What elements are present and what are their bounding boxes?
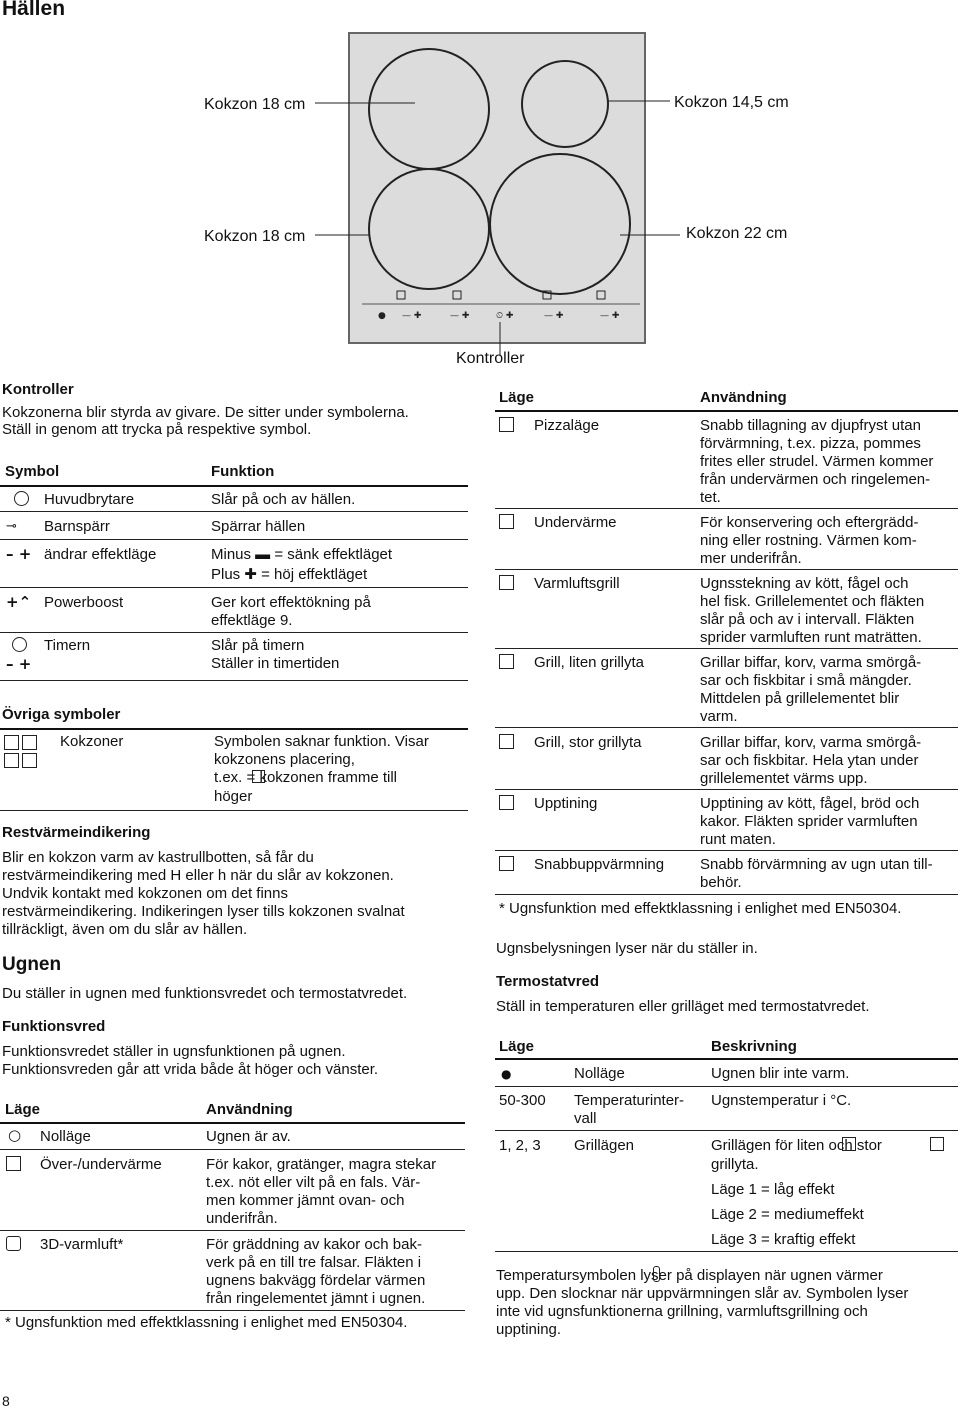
row-label: Nolläge xyxy=(574,1065,625,1082)
svg-text:— ✚: — ✚ xyxy=(402,311,422,321)
row-func: Spärrar hällen xyxy=(211,518,306,535)
ovriga-func: kokzonens placering, xyxy=(214,751,355,768)
row-text: verk på en till tre falsar. Fläkten i xyxy=(206,1254,422,1271)
fast-preheat-icon xyxy=(499,856,514,871)
row-label: ändrar effektläge xyxy=(44,546,157,563)
row-desc: Läge 1 = låg effekt xyxy=(711,1181,835,1198)
row-text: från undervärmen och ringelemen- xyxy=(700,471,931,488)
row-text: ugnens bakvägg fördelar värmen xyxy=(206,1272,426,1289)
termostat-outro: Temperatursymbolen lyser på displayen när ugnen värmer xyxy=(496,1267,883,1284)
row-label: vall xyxy=(574,1110,597,1127)
divider xyxy=(495,727,958,728)
zone-label-4: Kokzon 22 cm xyxy=(686,225,788,242)
funktionsvred-text: Funktionsvreden går att vrida både åt höger och vänster. xyxy=(2,1061,379,1078)
divider xyxy=(0,1122,465,1124)
zone-icon xyxy=(22,753,37,768)
large-grill-icon xyxy=(499,734,514,749)
restvarme-heading: Restvärmeindikering xyxy=(2,824,151,841)
row-text: runt maten. xyxy=(700,831,776,848)
row-text: varm. xyxy=(700,708,738,725)
row-text: slår på och av i intervall. Fläkten xyxy=(700,611,915,628)
right-footnote: * Ugnsfunktion med effektklassning i enlighet med EN50304. xyxy=(499,900,902,917)
row-func: effektläge 9. xyxy=(211,612,293,629)
row-text: från ringelementet jämnt i ugnen. xyxy=(206,1290,426,1307)
minus-plus-icon: – + xyxy=(6,545,32,563)
row-text: sar och fiskbitar i små mängder. xyxy=(700,672,912,689)
row-text: sprider varmluften runt maträtten. xyxy=(700,629,922,646)
divider xyxy=(495,894,958,895)
ugnen-heading: Ugnen xyxy=(2,954,62,975)
off-dot-icon: ● xyxy=(501,1067,512,1081)
divider xyxy=(495,410,958,412)
row-label: Varmluftsgrill xyxy=(534,575,620,592)
termostat-outro: inte vid ugnsfunktionerna grillning, varmluftsgrillning och xyxy=(496,1303,868,1320)
restvarme-text: tillräckligt, även om du slår av hällen. xyxy=(2,921,248,938)
zone-label-3: Kokzon 18 cm xyxy=(204,228,306,245)
row-pos: 50-300 xyxy=(499,1092,546,1109)
zone-icon xyxy=(4,735,19,750)
ovriga-func: Symbolen saknar funktion. Visar xyxy=(214,733,429,750)
divider xyxy=(495,1130,958,1131)
row-text: kakor. Fläkten sprider varmluften xyxy=(700,813,918,830)
funktion-header: Funktion xyxy=(211,463,275,480)
row-desc: Grillägen för liten och stor xyxy=(711,1137,882,1154)
row-label: Grill, liten grillyta xyxy=(534,654,645,671)
ovriga-func: höger xyxy=(214,788,253,805)
row-text: Snabb förvärmning av ugn utan till- xyxy=(700,856,933,873)
row-text: Ugnen är av. xyxy=(206,1128,291,1145)
row-desc: Ugnen blir inte varm. xyxy=(711,1065,850,1082)
row-label: Huvudbrytare xyxy=(44,491,135,508)
row-label: Snabbuppvärmning xyxy=(534,856,665,873)
controls-label: Kontroller xyxy=(456,350,525,367)
row-label: Barnspärr xyxy=(44,518,110,535)
row-label: Grill, stor grillyta xyxy=(534,734,642,751)
row-desc: grillyta. xyxy=(711,1156,759,1173)
funktionsvred-heading: Funktionsvred xyxy=(2,1018,106,1035)
row-label: Pizzaläge xyxy=(534,417,600,434)
row-label: 3D-varmluft* xyxy=(40,1236,124,1253)
key-icon: ⊸ xyxy=(6,519,17,534)
termostat-outro: upp. Den slocknar när uppvärmningen slår av. Symbolen lyser xyxy=(496,1285,909,1302)
row-func: Plus ✚ = höj effektläget xyxy=(211,566,368,583)
symbol-header: Symbol xyxy=(5,463,60,480)
divider xyxy=(495,569,958,570)
row-label: Temperaturinter- xyxy=(574,1092,685,1109)
divider xyxy=(0,810,468,811)
ugnen-intro: Du ställer in ugnen med funktionsvredet och termostatvredet. xyxy=(2,985,408,1002)
termostat-lage-header: Läge xyxy=(499,1038,535,1055)
small-grill-icon xyxy=(499,654,514,669)
beskrivning-header: Beskrivning xyxy=(711,1038,797,1055)
divider xyxy=(0,1149,465,1150)
restvarme-text: restvärmeindikering med H eller h när du slår av kokzonen. xyxy=(2,867,394,884)
termostat-heading: Termostatvred xyxy=(496,973,600,990)
row-func: Ger kort effektökning på xyxy=(211,594,371,611)
kontroller-intro-2: Ställ in genom att trycka på respektive symbol. xyxy=(2,421,312,438)
row-label: Nolläge xyxy=(40,1128,91,1145)
divider xyxy=(495,789,958,790)
svg-text:●: ● xyxy=(378,311,386,321)
row-text: men kommer jämnt ovan- och xyxy=(206,1192,405,1209)
row-text: förvärmning, t.ex. pizza, pommes xyxy=(700,435,921,452)
diagram-leader-lines xyxy=(300,60,700,380)
divider xyxy=(0,1310,465,1311)
zone-label-1: Kokzon 18 cm xyxy=(204,96,306,113)
zone-front-right-icon xyxy=(252,770,265,783)
restvarme-text: Blir en kokzon varm av kastrullbotten, så får du xyxy=(2,849,314,866)
divider xyxy=(495,508,958,509)
defrost-icon xyxy=(499,795,514,810)
row-text: sar och fiskbitar. Hela ytan under xyxy=(700,752,919,769)
ovriga-heading: Övriga symboler xyxy=(2,706,121,723)
row-func: Minus ▬ = sänk effektläget xyxy=(211,546,393,563)
off-icon: ○ xyxy=(8,1126,22,1144)
pizza-icon xyxy=(499,417,514,432)
timer-minus-plus-icon: – + xyxy=(6,655,32,673)
power-icon xyxy=(14,491,29,506)
row-text: frites eller strudel. Värmen kommer xyxy=(700,453,934,470)
svg-text:⏲ ✚: ⏲ ✚ xyxy=(496,311,514,321)
zone-label-2: Kokzon 14,5 cm xyxy=(674,94,789,111)
divider xyxy=(0,1230,465,1231)
divider xyxy=(0,587,468,588)
large-grill-icon xyxy=(930,1137,944,1151)
zone-icon xyxy=(22,735,37,750)
row-text: Upptining av kött, fågel, bröd och xyxy=(700,795,920,812)
row-label: Powerboost xyxy=(44,594,124,611)
divider xyxy=(0,539,468,540)
divider xyxy=(495,1251,958,1252)
row-text: behör. xyxy=(700,874,742,891)
row-label: Timern xyxy=(44,637,91,654)
row-text: För gräddning av kakor och bak- xyxy=(206,1236,422,1253)
divider xyxy=(495,648,958,649)
bottom-heat-icon xyxy=(499,514,514,529)
page-title: Hällen xyxy=(2,0,66,20)
row-text: För kakor, gratänger, magra stekar xyxy=(206,1156,437,1173)
divider xyxy=(0,728,468,730)
svg-text:— ✚: — ✚ xyxy=(450,311,470,321)
ovriga-label: Kokzoner xyxy=(60,733,124,750)
timer-icon xyxy=(12,637,27,652)
divider xyxy=(0,485,468,487)
kontroller-heading: Kontroller xyxy=(2,381,74,398)
zone-icon xyxy=(4,753,19,768)
row-text: grillelementet värms upp. xyxy=(700,770,868,787)
powerboost-icon: +⌃ xyxy=(6,593,32,611)
row-text: tet. xyxy=(700,489,721,506)
row-label: Undervärme xyxy=(534,514,617,531)
row-func: Slår på och av hällen. xyxy=(211,491,356,508)
thermometer-icon xyxy=(653,1266,660,1282)
lage-header: Läge xyxy=(5,1101,41,1118)
lamp-text: Ugnsbelysningen lyser när du ställer in. xyxy=(496,940,758,957)
row-pos: 1, 2, 3 xyxy=(499,1137,541,1154)
row-text: hel fisk. Grillelementet och fläkten xyxy=(700,593,925,610)
fan-icon xyxy=(6,1236,21,1251)
ovriga-func: t.ex. = kokzonen framme till xyxy=(214,769,397,786)
row-text: Grillar biffar, korv, varma smörgå- xyxy=(700,734,922,751)
row-func: Ställer in timertiden xyxy=(211,655,340,672)
divider xyxy=(0,680,468,681)
row-desc: Ugnstemperatur i °C. xyxy=(711,1092,852,1109)
divider xyxy=(495,1086,958,1087)
ugnen-footnote: * Ugnsfunktion med effektklassning i enlighet med EN50304. xyxy=(5,1314,408,1331)
row-text: ning eller rostning. Värmen kom- xyxy=(700,532,917,549)
small-grill-icon xyxy=(842,1137,856,1151)
row-text: underifrån. xyxy=(206,1210,278,1227)
svg-text:— ✚: — ✚ xyxy=(544,311,564,321)
row-text: mer underifrån. xyxy=(700,550,802,567)
row-func: Slår på timern xyxy=(211,637,305,654)
row-text: t.ex. nöt eller vilt på en fals. Vär- xyxy=(206,1174,421,1191)
row-desc: Läge 2 = mediumeffekt xyxy=(711,1206,864,1223)
funktionsvred-text: Funktionsvredet ställer in ugnsfunktionen på ugnen. xyxy=(2,1043,346,1060)
row-text: Mittdelen på grillelementet blir xyxy=(700,690,900,707)
termostat-outro: upptining. xyxy=(496,1321,562,1338)
row-text: För konservering och eftergrädd- xyxy=(700,514,919,531)
divider xyxy=(0,632,468,633)
divider xyxy=(0,511,468,512)
divider xyxy=(495,1058,958,1060)
termostat-intro: Ställ in temperaturen eller grilläget med termostatvredet. xyxy=(496,998,870,1015)
row-label: Över-/undervärme xyxy=(40,1156,162,1173)
row-label: Upptining xyxy=(534,795,598,812)
page-number: 8 xyxy=(2,1393,10,1409)
kontroller-intro-1: Kokzonerna blir styrda av givare. De sitter under symbolerna. xyxy=(2,404,409,421)
top-bottom-heat-icon xyxy=(6,1156,21,1171)
restvarme-text: restvärmeindikering. Indikeringen lyser tills kokzonen svalnat xyxy=(2,903,405,920)
row-text: Grillar biffar, korv, varma smörgå- xyxy=(700,654,922,671)
divider xyxy=(495,850,958,851)
fan-grill-icon xyxy=(499,575,514,590)
row-label: Grillägen xyxy=(574,1137,635,1154)
right-anvandning-header: Användning xyxy=(700,389,787,406)
restvarme-text: Undvik kontakt med kokzonen om det finns xyxy=(2,885,288,902)
row-text: Ugnsstekning av kött, fågel och xyxy=(700,575,909,592)
row-desc: Läge 3 = kraftig effekt xyxy=(711,1231,856,1248)
anvandning-header: Användning xyxy=(206,1101,293,1118)
right-lage-header: Läge xyxy=(499,389,535,406)
svg-text:— ✚: — ✚ xyxy=(600,311,620,321)
row-text: Snabb tillagning av djupfryst utan xyxy=(700,417,921,434)
